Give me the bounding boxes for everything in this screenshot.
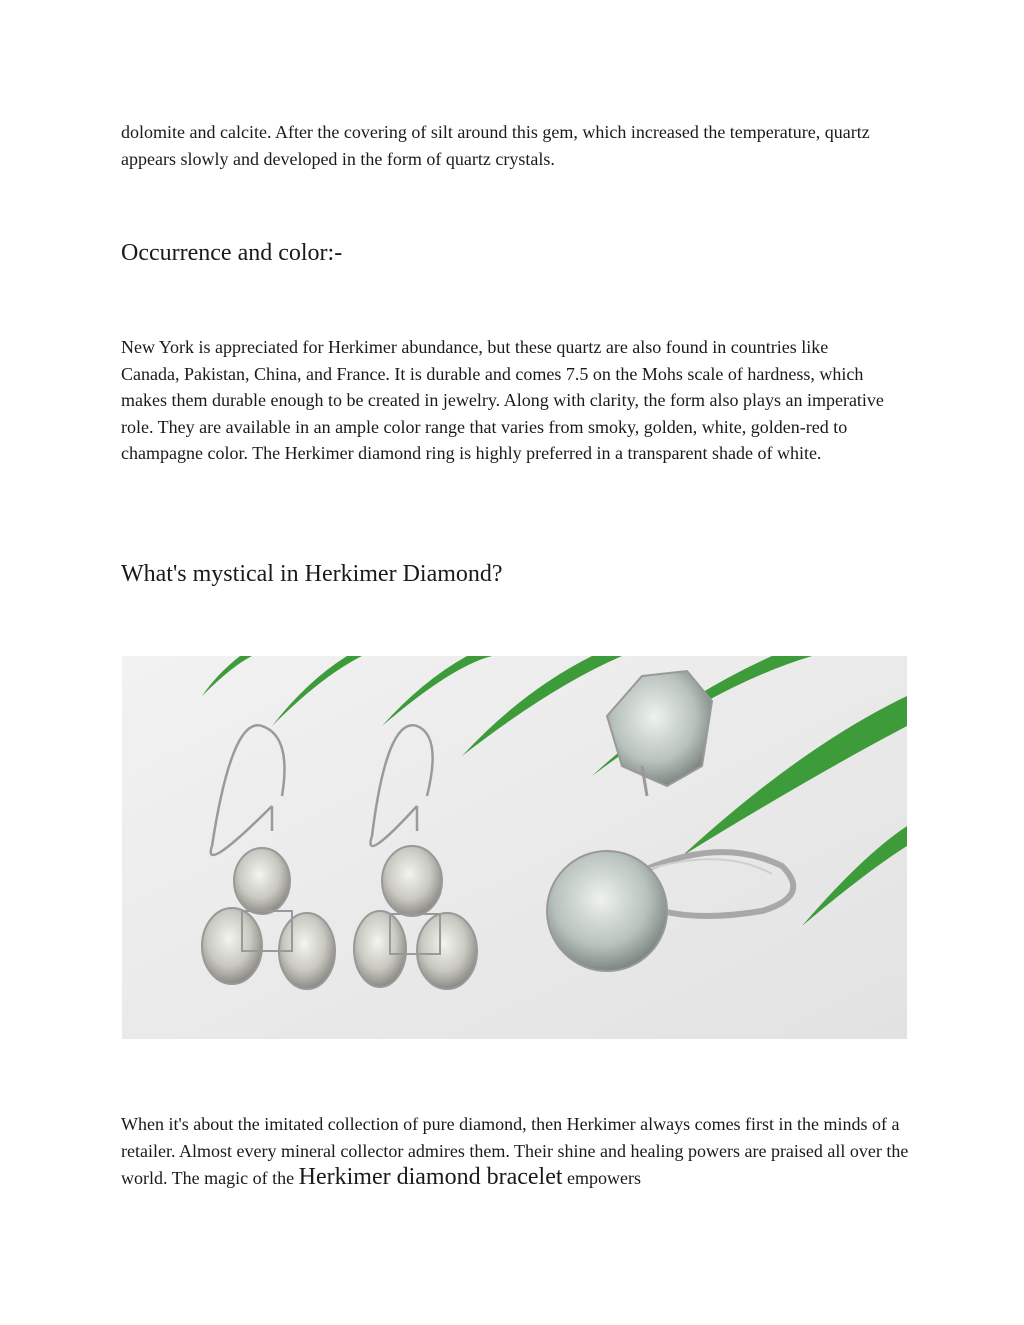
closing-text-before-link: When it's about the imitated collection of pure diamond, then Herkimer always comes first in the minds of a retailer. Almost every mineral collector admires them. Their shine and healing powers are praised all over the world. The magic of the <box>121 1114 909 1188</box>
closing-paragraph <box>121 1111 911 1192</box>
heading-mystical: What's mystical in Herkimer Diamond? <box>121 561 503 587</box>
jewelry-photo <box>122 656 907 1039</box>
closing-text-after-link: empowers <box>562 1168 641 1188</box>
intro-paragraph: dolomite and calcite. After the covering of silt around this gem, which increased the temperature, quartz appears slowly and developed in the form of quartz crystals. <box>121 122 870 169</box>
occurrence-paragraph: New York is appreciated for Herkimer abundance, but these quartz are also found in countries like Canada, Pakistan, China, and France. It is durable and comes 7.5 on the Mohs scale of hardness, which makes them durable enough to be created in jewelry. Along with clarity, the form also plays an imperative role. They are available in an ample color range that varies from smoky, golden, white, golden-red to champagne color. The Herkimer diamond ring is highly preferred in a transparent shade of white. <box>121 337 884 463</box>
heading-occurrence: Occurrence and color:- <box>121 240 343 266</box>
herkimer-bracelet-link[interactable]: Herkimer diamond bracelet <box>298 1164 563 1190</box>
